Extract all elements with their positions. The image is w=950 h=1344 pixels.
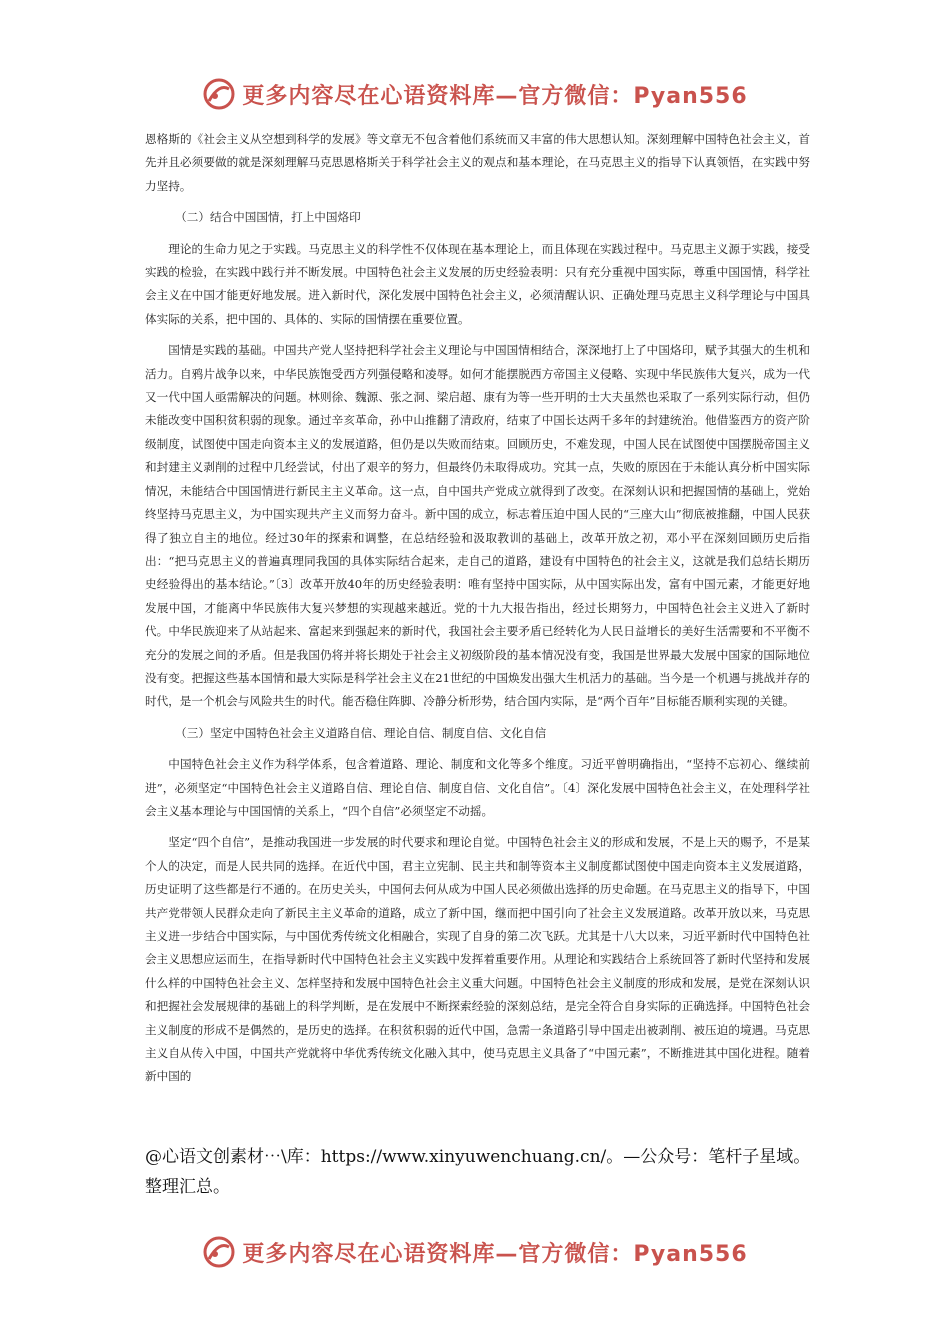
footer-banner-text: 更多内容尽在心语资料库—官方微信：Pyan556 bbox=[242, 1241, 748, 1267]
header-banner bbox=[0, 74, 950, 114]
paragraph: 理论的生命力见之于实践。马克思主义的科学性不仅体现在基本理论上，而且体现在实践过程中。马克思主义源于实践，接受实践的检验，在实践中践行并不断发展。中国特色社会主义发展的历史经验表明：只有充分重视中国实际，尊重中国国情，科学社会主义在中国才能更好地发展。进入新时代，深化发展中国特色社会主义，必须清醒认识、正确处理马克思主义科学理论与中国具体实际的关系，把中国的、具体的、实际的国情摆在重要位置。 bbox=[145, 241, 810, 326]
document-body bbox=[145, 128, 810, 1089]
brand-logo-icon bbox=[202, 1235, 236, 1269]
section-heading-3: （三）坚定中国特色社会主义道路自信、理论自信、制度自信、文化自信 bbox=[175, 725, 547, 740]
brand-logo-icon bbox=[202, 77, 236, 111]
paragraph: 坚定“四个自信”，是推动我国进一步发展的时代要求和理论自觉。中国特色社会主义的形成和发展，不是上天的赐予，不是某个人的决定，而是人民共同的选择。在近代中国，君主立宪制、民主共和制等资本主义制度都试图使中国走向资本主义发展道路，历史证明了这些都是行不通的。在历史关头，中国何去何从成为中国人民必须做出选择的历史命题。在马克思主义的指导下，中国共产党带领人民群众走向了新民主主义革命的道路，成立了新中国，继而把中国引向了社会主义发展道路。改革开放以来，马克思主义进一步结合中国实际，与中国优秀传统文化相融合，实现了自身的第二次飞跃。尤其是十八大以来，习近平新时代中国特色社会主义思想应运而生，在指导新时代中国特色社会主义实践中发挥着重要作用。从理论和实践结合上系统回答了新时代坚持和发展什么样的中国特色社会主义、怎样坚持和发展中国特色社会主义重大问题。中国特色社会主义制度的形成和发展，是党在深刻认识和把握社会发展规律的基础上的科学判断，是在发展中不断探索经验的深刻总结，是完全符合自身实际的正确选择。中国特色社会主义制度的形成不是偶然的，是历史的选择。在积贫积弱的近代中国，急需一条道路引导中国走出被剥削、被压迫的境遇。马克思主义自从传入中国，中国共产党就将中华优秀传统文化融入其中，使马克思主义具备了“中国元素”，不断推进其中国化进程。随着新中国的 bbox=[145, 835, 810, 1084]
paragraph: 中国特色社会主义作为科学体系，包含着道路、理论、制度和文化等多个维度。习近平曾明确指出，“坚持不忘初心、继续前进”，必须坚定“中国特色社会主义道路自信、理论自信、制度自信、文化自信”。〔4〕深化发展中国特色社会主义，在处理科学社会主义基本理论与中国国情的关系上，“四个自信”必须坚定不动摇。 bbox=[145, 757, 810, 818]
footer-banner bbox=[0, 1232, 950, 1272]
paragraph-continuation: 恩格斯的《社会主义从空想到科学的发展》等文章无不包含着他们系统而又丰富的伟大思想认知。深刻理解中国特色社会主义，首先并且必须要做的就是深刻理解马克思恩格斯关于科学社会主义的观点和基本理论，在马克思主义的指导下认真领悟，在实践中努力坚持。 bbox=[145, 132, 810, 193]
paragraph: 国情是实践的基础。中国共产党人坚持把科学社会主义理论与中国国情相结合，深深地打上了中国烙印，赋予其强大的生机和活力。自鸦片战争以来，中华民族饱受西方列强侵略和凌辱。如何才能摆脱西方帝国主义侵略、实现中华民族伟大复兴，成为一代又一代中国人亟需解决的问题。林则徐、魏源、张之洞、梁启超、康有为等一些开明的士大夫虽然也采取了一系列实际行动，但仍未能改变中国积贫积弱的现象。通过辛亥革命，孙中山推翻了清政府，结束了中国长达两千多年的封建统治。他借鉴西方的资产阶级制度，试图使中国走向资本主义的发展道路，但仍是以失败而结束。回顾历史，不难发现，中国人民在试图使中国摆脱帝国主义和封建主义剥削的过程中几经尝试，付出了艰辛的努力，但最终仍未取得成功。究其一点，失败的原因在于未能认真分析中国实际情况，未能结合中国国情进行新民主主义革命。这一点，自中国共产党成立就得到了改变。在深刻认识和把握国情的基础上，党始终坚持马克思主义，为中国实现共产主义而努力奋斗。新中国的成立，标志着压迫中国人民的“三座大山”彻底被推翻，中国人民获得了独立自主的地位。经过30年的探索和调整，在总结经验和汲取教训的基础上，改革开放之初，邓小平在深刻回顾历史后指出：“把马克思主义的普遍真理同我国的具体实际结合起来，走自己的道路，建设有中国特色的社会主义，这就是我们总结长期历史经验得出的基本结论。”〔3〕改革开放40年的历史经验表明：唯有坚持中国实际，从中国实际出发，富有中国元素，才能更好地发展中国，才能离中华民族伟大复兴梦想的实现越来越近。党的十九大报告指出，经过长期努力，中国特色社会主义进入了新时代。中华民族迎来了从站起来、富起来到强起来的新时代，我国社会主要矛盾已经转化为人民日益增长的美好生活需要和不平衡不充分的发展之间的矛盾。但是我国仍将并将长期处于社会主义初级阶段的基本情况没有变，我国是世界最大发展中国家的国际地位没有变。把握这些基本国情和最大实际是科学社会主义在21世纪的中国焕发出强大生机活力的基础。当今是一个机遇与挑战并存的时代，是一个机会与风险共生的时代。能否稳住阵脚、冷静分析形势，结合国内实际，是“两个百年”目标能否顺利实现的关键。 bbox=[145, 343, 810, 709]
source-note: @心语文创素材⋯\库：https://www.xinyuwenchuang.cn/。—公众号：笔杆子星域。整理汇总。 bbox=[145, 1147, 811, 1197]
section-heading-2: （二）结合中国国情，打上中国烙印 bbox=[175, 210, 361, 225]
header-banner-text: 更多内容尽在心语资料库—官方微信：Pyan556 bbox=[242, 83, 748, 109]
